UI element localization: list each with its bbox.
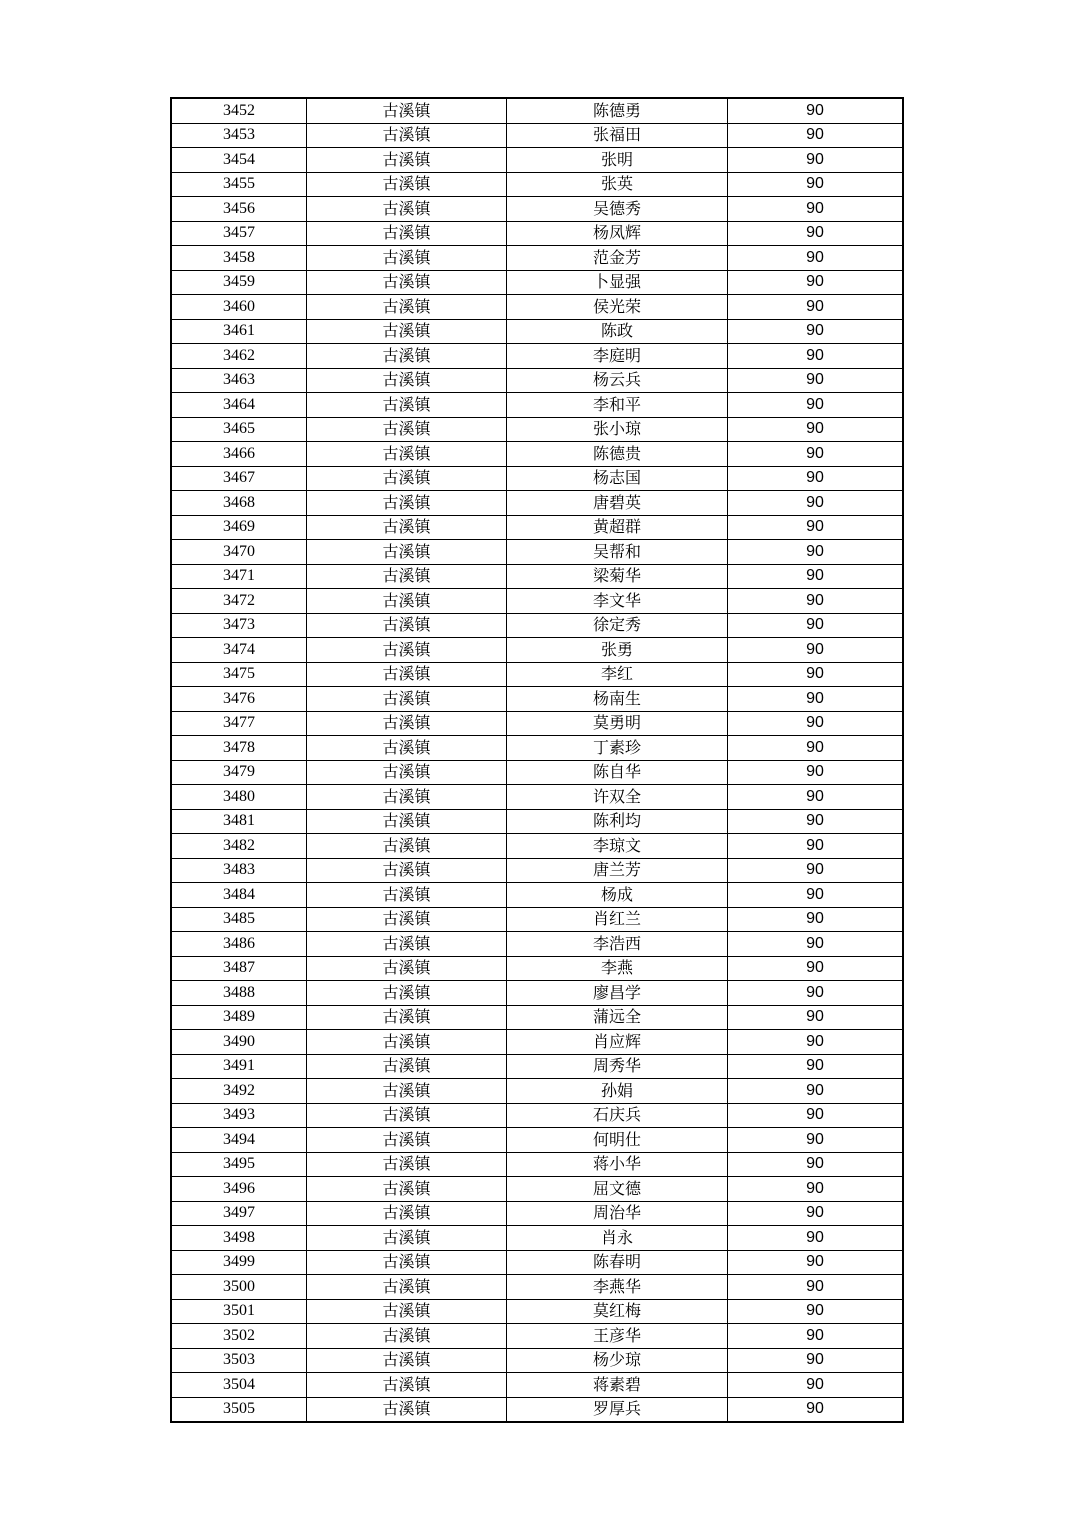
row-number-cell: 3468	[171, 491, 307, 516]
person-name-cell: 李琼文	[507, 834, 728, 859]
person-name-cell: 梁菊华	[507, 564, 728, 589]
table-row	[171, 1128, 903, 1153]
table-row	[171, 564, 903, 589]
amount-cell: 90	[728, 172, 904, 197]
person-name-cell: 杨成	[507, 883, 728, 908]
person-name-cell: 孙娟	[507, 1079, 728, 1104]
table-row	[171, 1324, 903, 1349]
person-name-cell: 吴帮和	[507, 540, 728, 565]
row-number-cell: 3502	[171, 1324, 307, 1349]
table-row	[171, 1348, 903, 1373]
table-row	[171, 98, 903, 123]
town-cell: 古溪镇	[307, 711, 507, 736]
table-row	[171, 785, 903, 810]
amount-cell: 90	[728, 295, 904, 320]
table-row	[171, 442, 903, 467]
amount-cell: 90	[728, 319, 904, 344]
row-number-cell: 3476	[171, 687, 307, 712]
table-row	[171, 295, 903, 320]
row-number-cell: 3453	[171, 123, 307, 148]
roster-table	[170, 97, 904, 1423]
amount-cell: 90	[728, 491, 904, 516]
town-cell: 古溪镇	[307, 466, 507, 491]
town-cell: 古溪镇	[307, 883, 507, 908]
amount-cell: 90	[728, 809, 904, 834]
town-cell: 古溪镇	[307, 687, 507, 712]
table-row	[171, 1177, 903, 1202]
row-number-cell: 3497	[171, 1201, 307, 1226]
town-cell: 古溪镇	[307, 172, 507, 197]
table-row	[171, 148, 903, 173]
person-name-cell: 陈春明	[507, 1250, 728, 1275]
table-row	[171, 1250, 903, 1275]
amount-cell: 90	[728, 98, 904, 123]
table-row	[171, 1005, 903, 1030]
town-cell: 古溪镇	[307, 564, 507, 589]
amount-cell: 90	[728, 638, 904, 663]
person-name-cell: 李燕	[507, 956, 728, 981]
amount-cell: 90	[728, 442, 904, 467]
town-cell: 古溪镇	[307, 221, 507, 246]
town-cell: 古溪镇	[307, 270, 507, 295]
table-row	[171, 760, 903, 785]
row-number-cell: 3503	[171, 1348, 307, 1373]
person-name-cell: 张福田	[507, 123, 728, 148]
amount-cell: 90	[728, 1030, 904, 1055]
row-number-cell: 3480	[171, 785, 307, 810]
table-row	[171, 1299, 903, 1324]
town-cell: 古溪镇	[307, 1275, 507, 1300]
row-number-cell: 3462	[171, 344, 307, 369]
table-row	[171, 197, 903, 222]
town-cell: 古溪镇	[307, 613, 507, 638]
person-name-cell: 许双全	[507, 785, 728, 810]
amount-cell: 90	[728, 1348, 904, 1373]
person-name-cell: 侯光荣	[507, 295, 728, 320]
person-name-cell: 杨少琼	[507, 1348, 728, 1373]
town-cell: 古溪镇	[307, 785, 507, 810]
table-row	[171, 466, 903, 491]
amount-cell: 90	[728, 221, 904, 246]
town-cell: 古溪镇	[307, 246, 507, 271]
row-number-cell: 3477	[171, 711, 307, 736]
person-name-cell: 杨志国	[507, 466, 728, 491]
table-row	[171, 1275, 903, 1300]
town-cell: 古溪镇	[307, 956, 507, 981]
town-cell: 古溪镇	[307, 1152, 507, 1177]
table-row	[171, 834, 903, 859]
amount-cell: 90	[728, 1128, 904, 1153]
person-name-cell: 陈利均	[507, 809, 728, 834]
row-number-cell: 3465	[171, 417, 307, 442]
person-name-cell: 陈德勇	[507, 98, 728, 123]
table-row	[171, 1079, 903, 1104]
amount-cell: 90	[728, 197, 904, 222]
row-number-cell: 3473	[171, 613, 307, 638]
row-number-cell: 3488	[171, 981, 307, 1006]
person-name-cell: 石庆兵	[507, 1103, 728, 1128]
row-number-cell: 3467	[171, 466, 307, 491]
town-cell: 古溪镇	[307, 1030, 507, 1055]
table-row	[171, 540, 903, 565]
amount-cell: 90	[728, 1397, 904, 1422]
person-name-cell: 周治华	[507, 1201, 728, 1226]
table-row	[171, 515, 903, 540]
amount-cell: 90	[728, 589, 904, 614]
person-name-cell: 丁素珍	[507, 736, 728, 761]
town-cell: 古溪镇	[307, 442, 507, 467]
row-number-cell: 3484	[171, 883, 307, 908]
town-cell: 古溪镇	[307, 1226, 507, 1251]
amount-cell: 90	[728, 1054, 904, 1079]
table-row	[171, 1226, 903, 1251]
row-number-cell: 3504	[171, 1373, 307, 1398]
town-cell: 古溪镇	[307, 809, 507, 834]
town-cell: 古溪镇	[307, 1005, 507, 1030]
row-number-cell: 3454	[171, 148, 307, 173]
town-cell: 古溪镇	[307, 589, 507, 614]
table-row	[171, 1054, 903, 1079]
town-cell: 古溪镇	[307, 491, 507, 516]
amount-cell: 90	[728, 932, 904, 957]
row-number-cell: 3472	[171, 589, 307, 614]
table-row	[171, 736, 903, 761]
row-number-cell: 3478	[171, 736, 307, 761]
table-row	[171, 1373, 903, 1398]
town-cell: 古溪镇	[307, 638, 507, 663]
amount-cell: 90	[728, 270, 904, 295]
town-cell: 古溪镇	[307, 736, 507, 761]
person-name-cell: 何明仕	[507, 1128, 728, 1153]
amount-cell: 90	[728, 344, 904, 369]
table-row	[171, 417, 903, 442]
table-row	[171, 1030, 903, 1055]
table-row	[171, 981, 903, 1006]
table-row	[171, 711, 903, 736]
table-row	[171, 662, 903, 687]
row-number-cell: 3469	[171, 515, 307, 540]
person-name-cell: 蒋小华	[507, 1152, 728, 1177]
table-row	[171, 1103, 903, 1128]
person-name-cell: 范金芳	[507, 246, 728, 271]
amount-cell: 90	[728, 368, 904, 393]
town-cell: 古溪镇	[307, 1373, 507, 1398]
person-name-cell: 李红	[507, 662, 728, 687]
row-number-cell: 3487	[171, 956, 307, 981]
town-cell: 古溪镇	[307, 1103, 507, 1128]
person-name-cell: 陈德贵	[507, 442, 728, 467]
town-cell: 古溪镇	[307, 1079, 507, 1104]
row-number-cell: 3479	[171, 760, 307, 785]
row-number-cell: 3474	[171, 638, 307, 663]
town-cell: 古溪镇	[307, 417, 507, 442]
town-cell: 古溪镇	[307, 393, 507, 418]
town-cell: 古溪镇	[307, 344, 507, 369]
person-name-cell: 肖永	[507, 1226, 728, 1251]
town-cell: 古溪镇	[307, 1201, 507, 1226]
row-number-cell: 3464	[171, 393, 307, 418]
town-cell: 古溪镇	[307, 515, 507, 540]
table-row	[171, 270, 903, 295]
person-name-cell: 李燕华	[507, 1275, 728, 1300]
person-name-cell: 唐兰芳	[507, 858, 728, 883]
person-name-cell: 王彦华	[507, 1324, 728, 1349]
person-name-cell: 张英	[507, 172, 728, 197]
row-number-cell: 3495	[171, 1152, 307, 1177]
amount-cell: 90	[728, 981, 904, 1006]
row-number-cell: 3499	[171, 1250, 307, 1275]
town-cell: 古溪镇	[307, 123, 507, 148]
amount-cell: 90	[728, 1103, 904, 1128]
amount-cell: 90	[728, 246, 904, 271]
row-number-cell: 3486	[171, 932, 307, 957]
row-number-cell: 3489	[171, 1005, 307, 1030]
town-cell: 古溪镇	[307, 662, 507, 687]
table-row	[171, 491, 903, 516]
amount-cell: 90	[728, 1226, 904, 1251]
amount-cell: 90	[728, 466, 904, 491]
person-name-cell: 徐定秀	[507, 613, 728, 638]
town-cell: 古溪镇	[307, 1177, 507, 1202]
row-number-cell: 3485	[171, 907, 307, 932]
row-number-cell: 3456	[171, 197, 307, 222]
amount-cell: 90	[728, 883, 904, 908]
person-name-cell: 蒋素碧	[507, 1373, 728, 1398]
person-name-cell: 莫红梅	[507, 1299, 728, 1324]
person-name-cell: 唐碧英	[507, 491, 728, 516]
row-number-cell: 3475	[171, 662, 307, 687]
town-cell: 古溪镇	[307, 1299, 507, 1324]
row-number-cell: 3481	[171, 809, 307, 834]
amount-cell: 90	[728, 834, 904, 859]
table-row	[171, 1201, 903, 1226]
row-number-cell: 3496	[171, 1177, 307, 1202]
person-name-cell: 张小琼	[507, 417, 728, 442]
row-number-cell: 3498	[171, 1226, 307, 1251]
amount-cell: 90	[728, 613, 904, 638]
amount-cell: 90	[728, 1299, 904, 1324]
town-cell: 古溪镇	[307, 98, 507, 123]
town-cell: 古溪镇	[307, 858, 507, 883]
person-name-cell: 杨南生	[507, 687, 728, 712]
amount-cell: 90	[728, 907, 904, 932]
table-row	[171, 344, 903, 369]
person-name-cell: 肖应辉	[507, 1030, 728, 1055]
row-number-cell: 3483	[171, 858, 307, 883]
town-cell: 古溪镇	[307, 1054, 507, 1079]
amount-cell: 90	[728, 393, 904, 418]
amount-cell: 90	[728, 564, 904, 589]
person-name-cell: 李和平	[507, 393, 728, 418]
amount-cell: 90	[728, 736, 904, 761]
table-row	[171, 613, 903, 638]
amount-cell: 90	[728, 417, 904, 442]
roster-table-body	[171, 98, 903, 1422]
amount-cell: 90	[728, 1177, 904, 1202]
amount-cell: 90	[728, 785, 904, 810]
row-number-cell: 3463	[171, 368, 307, 393]
amount-cell: 90	[728, 662, 904, 687]
amount-cell: 90	[728, 540, 904, 565]
table-row	[171, 589, 903, 614]
amount-cell: 90	[728, 858, 904, 883]
amount-cell: 90	[728, 123, 904, 148]
town-cell: 古溪镇	[307, 295, 507, 320]
person-name-cell: 张勇	[507, 638, 728, 663]
person-name-cell: 陈政	[507, 319, 728, 344]
amount-cell: 90	[728, 515, 904, 540]
town-cell: 古溪镇	[307, 148, 507, 173]
amount-cell: 90	[728, 1373, 904, 1398]
row-number-cell: 3466	[171, 442, 307, 467]
table-row	[171, 123, 903, 148]
amount-cell: 90	[728, 1275, 904, 1300]
town-cell: 古溪镇	[307, 760, 507, 785]
person-name-cell: 陈自华	[507, 760, 728, 785]
amount-cell: 90	[728, 148, 904, 173]
person-name-cell: 李浩西	[507, 932, 728, 957]
row-number-cell: 3482	[171, 834, 307, 859]
person-name-cell: 肖红兰	[507, 907, 728, 932]
amount-cell: 90	[728, 1250, 904, 1275]
amount-cell: 90	[728, 1324, 904, 1349]
table-row	[171, 883, 903, 908]
table-row	[171, 246, 903, 271]
row-number-cell: 3470	[171, 540, 307, 565]
person-name-cell: 蒲远全	[507, 1005, 728, 1030]
person-name-cell: 张明	[507, 148, 728, 173]
table-row	[171, 858, 903, 883]
person-name-cell: 黄超群	[507, 515, 728, 540]
row-number-cell: 3458	[171, 246, 307, 271]
table-row	[171, 956, 903, 981]
row-number-cell: 3501	[171, 1299, 307, 1324]
row-number-cell: 3494	[171, 1128, 307, 1153]
town-cell: 古溪镇	[307, 834, 507, 859]
table-row	[171, 221, 903, 246]
town-cell: 古溪镇	[307, 368, 507, 393]
table-row	[171, 907, 903, 932]
amount-cell: 90	[728, 687, 904, 712]
table-row	[171, 638, 903, 663]
person-name-cell: 杨云兵	[507, 368, 728, 393]
person-name-cell: 杨凤辉	[507, 221, 728, 246]
town-cell: 古溪镇	[307, 907, 507, 932]
person-name-cell: 罗厚兵	[507, 1397, 728, 1422]
row-number-cell: 3492	[171, 1079, 307, 1104]
town-cell: 古溪镇	[307, 1397, 507, 1422]
person-name-cell: 李文华	[507, 589, 728, 614]
town-cell: 古溪镇	[307, 1324, 507, 1349]
amount-cell: 90	[728, 956, 904, 981]
amount-cell: 90	[728, 1079, 904, 1104]
row-number-cell: 3457	[171, 221, 307, 246]
amount-cell: 90	[728, 1201, 904, 1226]
town-cell: 古溪镇	[307, 540, 507, 565]
person-name-cell: 吴德秀	[507, 197, 728, 222]
row-number-cell: 3471	[171, 564, 307, 589]
amount-cell: 90	[728, 1152, 904, 1177]
table-row	[171, 172, 903, 197]
town-cell: 古溪镇	[307, 981, 507, 1006]
town-cell: 古溪镇	[307, 932, 507, 957]
amount-cell: 90	[728, 1005, 904, 1030]
table-row	[171, 1152, 903, 1177]
row-number-cell: 3459	[171, 270, 307, 295]
row-number-cell: 3461	[171, 319, 307, 344]
row-number-cell: 3455	[171, 172, 307, 197]
table-row	[171, 368, 903, 393]
row-number-cell: 3491	[171, 1054, 307, 1079]
person-name-cell: 莫勇明	[507, 711, 728, 736]
table-row	[171, 1397, 903, 1422]
table-row	[171, 809, 903, 834]
row-number-cell: 3490	[171, 1030, 307, 1055]
row-number-cell: 3452	[171, 98, 307, 123]
town-cell: 古溪镇	[307, 1250, 507, 1275]
town-cell: 古溪镇	[307, 1348, 507, 1373]
person-name-cell: 屈文德	[507, 1177, 728, 1202]
town-cell: 古溪镇	[307, 319, 507, 344]
row-number-cell: 3493	[171, 1103, 307, 1128]
table-row	[171, 932, 903, 957]
row-number-cell: 3460	[171, 295, 307, 320]
table-row	[171, 687, 903, 712]
table-row	[171, 393, 903, 418]
person-name-cell: 卜显强	[507, 270, 728, 295]
town-cell: 古溪镇	[307, 197, 507, 222]
person-name-cell: 廖昌学	[507, 981, 728, 1006]
person-name-cell: 李庭明	[507, 344, 728, 369]
row-number-cell: 3500	[171, 1275, 307, 1300]
person-name-cell: 周秀华	[507, 1054, 728, 1079]
amount-cell: 90	[728, 711, 904, 736]
row-number-cell: 3505	[171, 1397, 307, 1422]
amount-cell: 90	[728, 760, 904, 785]
table-row	[171, 319, 903, 344]
town-cell: 古溪镇	[307, 1128, 507, 1153]
